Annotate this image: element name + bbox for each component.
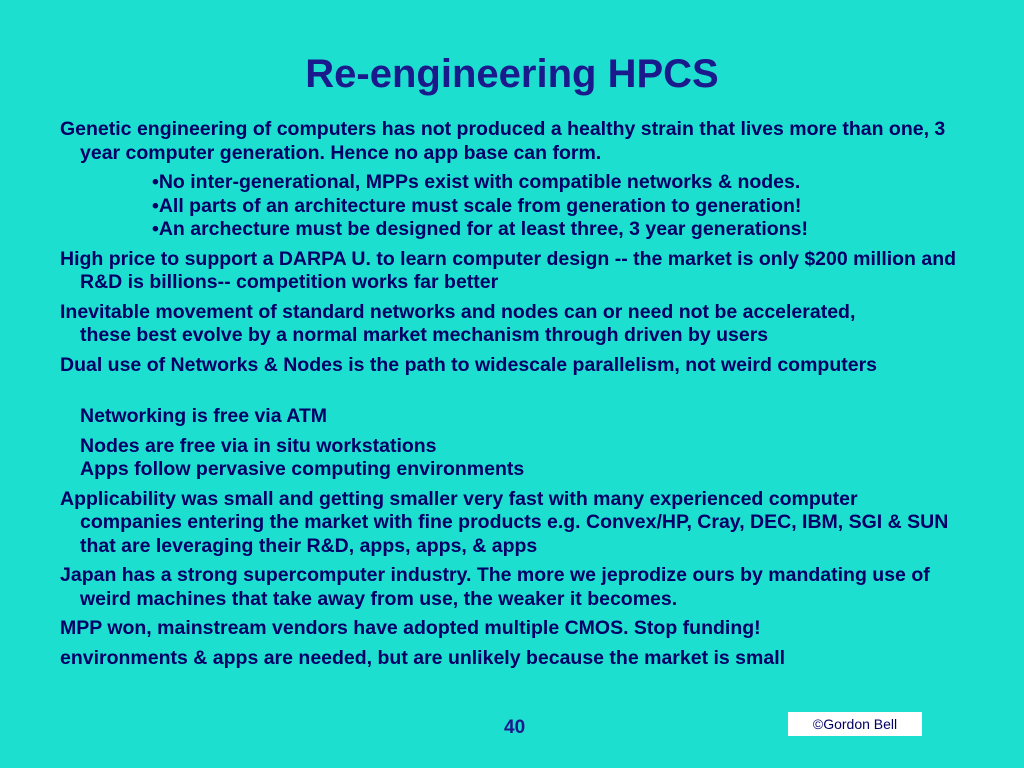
bullet-3: Inevitable movement of standard networks and nodes can or need not be accelerated, (60, 300, 856, 323)
bullet-1: Genetic engineering of computers has not produced a healthy strain that lives more than one, 3 year computer generation. Hence no app base can form. (60, 118, 946, 164)
slide-title: Re-engineering HPCS (305, 52, 719, 96)
bullet-2: High price to support a DARPA U. to learn computer design -- the market is only $200 million and R&D is billions-- competition works far better (60, 247, 957, 293)
sub-item-2: •All parts of an architecture must scale from generation to generation! (152, 194, 802, 217)
sub-item-3: •An archecture must be designed for at least three, 3 year generations! (152, 218, 808, 240)
bullet-3-continuation: these best evolve by a normal market mechanism through driven by users (80, 324, 769, 346)
bullet-8: environments & apps are needed, but are unlikely because the market is small (60, 646, 786, 669)
page-number: 40 (504, 717, 526, 738)
bullet-7: MPP won, mainstream vendors have adopted multiple CMOS. Stop funding! (60, 617, 761, 639)
bullet-4-line-1: Networking is free via ATM (80, 405, 328, 427)
bullet-1-sublist (60, 171, 960, 242)
bullet-5: Applicability was small and getting smaller very fast with many experienced computer companies entering the market with fine products e.g. Convex/HP, Cray, DEC, IBM, SGI & SUN that are leveraging their R&D, apps, apps, & apps (60, 487, 949, 557)
bullet-6: Japan has a strong supercomputer industry. The more we jeprodize ours by mandating use of weird machines that take away from use, the weaker it becomes. (60, 564, 930, 610)
bullet-4-line-3: Apps follow pervasive computing environments (80, 458, 525, 480)
bullet-4: Dual use of Networks & Nodes is the path to widescale parallelism, not weird computers (60, 353, 878, 376)
sub-item-1: •No inter-generational, MPPs exist with compatible networks & nodes. (152, 171, 801, 193)
slide-body (60, 118, 960, 676)
spacer (60, 377, 960, 405)
copyright-credit: ©Gordon Bell (788, 712, 922, 736)
bullet-4-line-2: Nodes are free via in situ workstations (80, 434, 437, 457)
